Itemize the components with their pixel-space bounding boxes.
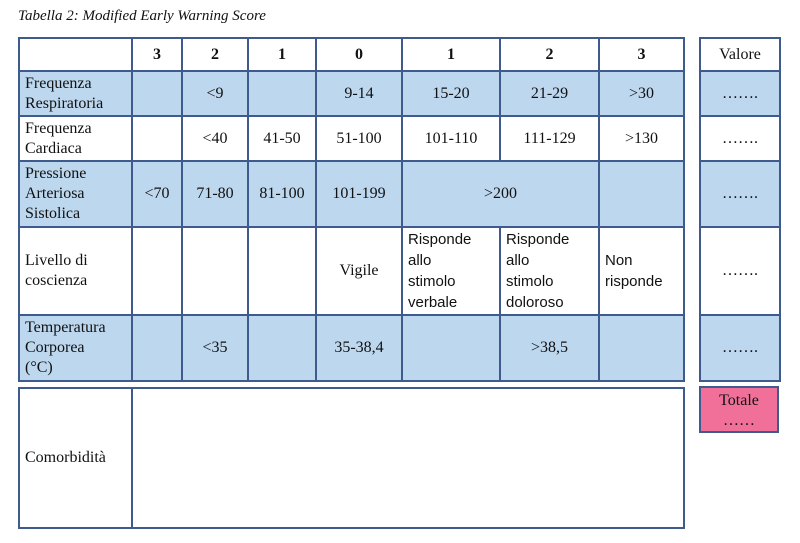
score-header-row <box>19 38 684 71</box>
row-label: Livello di coscienza <box>19 227 132 315</box>
score-header: 2 <box>500 38 599 71</box>
table-cell <box>248 227 316 315</box>
table-cell: 101-110 <box>402 116 500 161</box>
table-cell <box>132 227 182 315</box>
table-row <box>19 227 684 315</box>
score-header: 1 <box>248 38 316 71</box>
table-cell <box>182 227 248 315</box>
table-cell: >130 <box>599 116 684 161</box>
table-cell <box>248 315 316 381</box>
table-cell: Vigile <box>316 227 402 315</box>
table-cell: <9 <box>182 71 248 116</box>
mews-table <box>18 37 685 382</box>
totale-value: …… <box>723 412 755 429</box>
table-cell: <40 <box>182 116 248 161</box>
table-cell: 111-129 <box>500 116 599 161</box>
score-header: 3 <box>599 38 684 71</box>
comorbidita-label: Comorbidità <box>19 388 132 528</box>
valore-header: Valore <box>700 38 780 71</box>
score-header: 0 <box>316 38 402 71</box>
valore-cell[interactable]: ……. <box>700 315 780 381</box>
header-corner <box>19 38 132 71</box>
table-cell <box>599 315 684 381</box>
table-row <box>19 71 684 116</box>
totale-label: Totale <box>719 392 759 409</box>
row-label: Frequenza Respiratoria <box>19 71 132 116</box>
row-label: Frequenza Cardiaca <box>19 116 132 161</box>
comorbidita-input[interactable] <box>132 388 684 528</box>
table-row <box>19 116 684 161</box>
table-cell <box>248 71 316 116</box>
table-cell-merged: >200 <box>402 161 599 227</box>
table-cell: 101-199 <box>316 161 402 227</box>
table-cell: 81-100 <box>248 161 316 227</box>
valore-table <box>699 37 781 382</box>
table-cell: >38,5 <box>500 315 599 381</box>
table-cell: <35 <box>182 315 248 381</box>
table-row <box>19 161 684 227</box>
comorbidita-table <box>18 387 685 529</box>
table-cell: 51-100 <box>316 116 402 161</box>
valore-cell[interactable]: ……. <box>700 227 780 315</box>
row-label: Temperatura Corporea (°C) <box>19 315 132 381</box>
table-cell <box>132 116 182 161</box>
valore-cell[interactable]: ……. <box>700 71 780 116</box>
table-cell: <70 <box>132 161 182 227</box>
table-cell: 41-50 <box>248 116 316 161</box>
table-cell <box>132 71 182 116</box>
table-cell: 15-20 <box>402 71 500 116</box>
score-header: 2 <box>182 38 248 71</box>
table-cell: Non risponde <box>599 227 684 315</box>
score-header: 3 <box>132 38 182 71</box>
table-cell <box>132 315 182 381</box>
table-row <box>19 315 684 381</box>
table-cell: 35-38,4 <box>316 315 402 381</box>
row-label: Pressione Arteriosa Sistolica <box>19 161 132 227</box>
table-cell: 9-14 <box>316 71 402 116</box>
table-cell: >30 <box>599 71 684 116</box>
valore-cell[interactable]: ……. <box>700 161 780 227</box>
table-cell <box>402 315 500 381</box>
table-cell: 71-80 <box>182 161 248 227</box>
table-cell: 21-29 <box>500 71 599 116</box>
table-cell: Risponde allo stimolo verbale <box>402 227 500 315</box>
totale-box[interactable] <box>699 386 779 433</box>
table-caption: Tabella 2: Modified Early Warning Score <box>18 8 266 24</box>
table-cell: Risponde allo stimolo doloroso <box>500 227 599 315</box>
valore-cell[interactable]: ……. <box>700 116 780 161</box>
score-header: 1 <box>402 38 500 71</box>
table-cell <box>599 161 684 227</box>
